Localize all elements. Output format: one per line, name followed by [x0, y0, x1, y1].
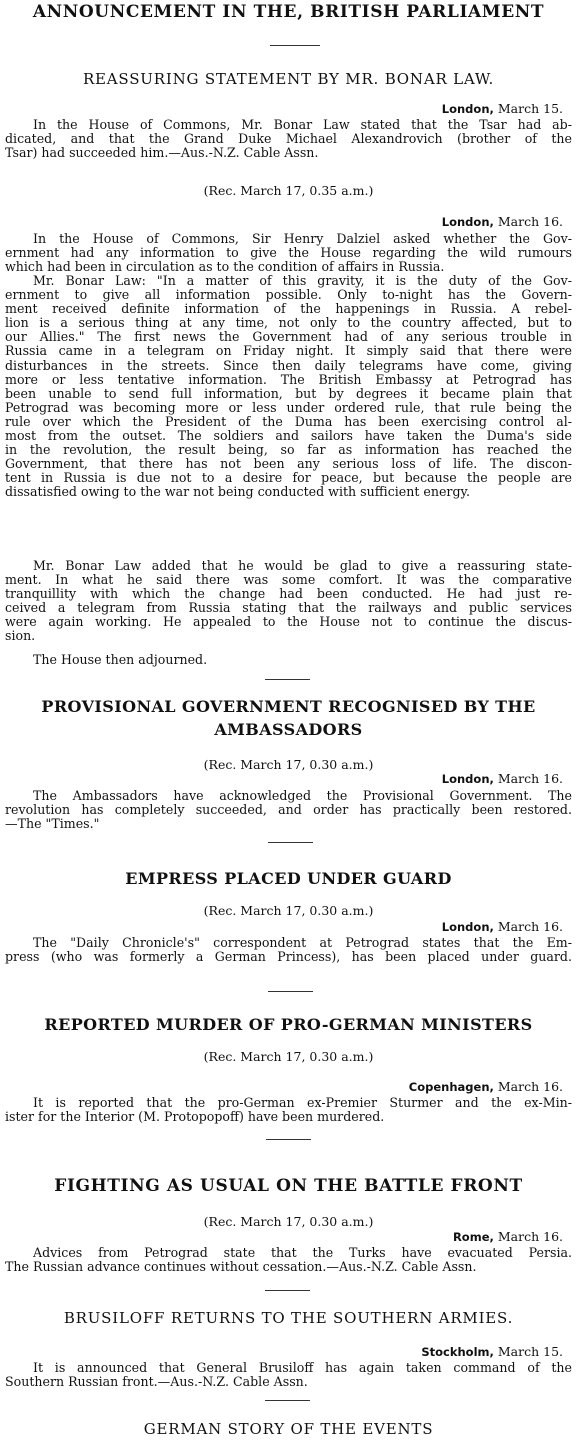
text-line: ister for the Interior (M. Protopopoff) have been murdered.	[5, 1109, 385, 1125]
received-note: (Rec. March 17, 0.30 a.m.)	[203, 757, 374, 772]
text-line: rule over which the President of the Duma has been exercising control al-	[5, 413, 572, 429]
text-line: Petrograd was becoming more or less under ordered rule, that rule being the	[5, 399, 572, 415]
dateline-place: London,	[441, 772, 494, 786]
text-line: Russia came in a telegram on Friday night. It simply said that there were	[5, 343, 572, 359]
text-line: ernment had any information to give the House regarding the wild rumours	[5, 245, 572, 261]
text-line: It is announced that General Brusiloff has again taken command of the	[33, 1360, 572, 1375]
dateline	[421, 1344, 563, 1359]
section-headline: FIGHTING AS USUAL ON THE BATTLE FRONT	[54, 1176, 523, 1196]
text-line: In the House of Commons, Mr. Bonar Law stated that the Tsar had ab-	[33, 117, 572, 132]
article-paragraph	[5, 1246, 572, 1274]
dateline-date: March 16.	[497, 771, 563, 786]
divider	[270, 45, 320, 46]
text-line: ment. In what he said there was some comfort. It was the comparative	[5, 572, 572, 588]
article-paragraph	[5, 118, 572, 160]
text-line: lion is a serious thing at any time, not only to the country affected, but to	[5, 315, 572, 331]
dateline-place: Copenhagen,	[408, 1080, 494, 1094]
dateline-place: Stockholm,	[421, 1345, 494, 1359]
dateline-date: March 16.	[497, 919, 563, 934]
text-line: in the revolution, the result being, so far as information has reached the	[5, 442, 572, 458]
text-line: which had been in circulation as to the condition of affairs in Russia.	[5, 259, 445, 275]
text-line: been unable to send full information, but by degrees it became plain that	[5, 385, 572, 401]
text-line: Mr. Bonar Law added that he would be glad to give a reassuring state-	[33, 558, 572, 573]
divider	[266, 1139, 311, 1140]
article-paragraph	[5, 274, 572, 500]
dateline-date: March 15.	[497, 101, 563, 116]
section-headline: PROVISIONAL GOVERNMENT RECOGNISED BY THE	[41, 697, 536, 716]
section-headline: AMBASSADORS	[214, 720, 363, 739]
received-note: (Rec. March 17, 0.30 a.m.)	[203, 903, 374, 918]
text-line: The Russian advance continues without cessation.—Aus.-N.Z. Cable Assn.	[5, 1259, 477, 1275]
text-line: It is reported that the pro-German ex-Premier Sturmer and the ex-Min-	[33, 1095, 572, 1110]
dateline-date: March 16.	[497, 214, 563, 229]
text-line: tranquillity with which the change had been conducted. He had just re-	[5, 586, 572, 602]
text-line: Advices from Petrograd state that the Turks have evacuated Persia.	[33, 1245, 572, 1260]
article-paragraph	[5, 1361, 572, 1389]
text-line: were again working. He appealed to the House not to continue the discus-	[5, 614, 572, 630]
text-line: dicated, and that the Grand Duke Michael Alexandrovich (brother of the	[5, 131, 572, 147]
dateline	[442, 919, 563, 934]
dateline-date: March 16.	[497, 1229, 563, 1244]
dateline	[442, 214, 563, 229]
text-line: sion.	[5, 628, 36, 644]
divider	[265, 1400, 310, 1401]
article-paragraph	[5, 232, 572, 274]
dateline	[453, 1229, 563, 1244]
article-paragraph	[5, 936, 572, 964]
text-line: disturbances in the streets. Since then daily telegrams have come, giving	[5, 357, 572, 373]
dateline	[409, 1079, 563, 1094]
article-paragraph	[5, 653, 572, 667]
section-headline: REPORTED MURDER OF PRO-GERMAN MINISTERS	[44, 1015, 533, 1034]
dateline-date: March 16.	[497, 1079, 563, 1094]
text-line: —The "Times."	[5, 816, 100, 832]
text-line: dissatisfied owing to the war not being conducted with sufficient energy.	[5, 484, 470, 500]
received-note: (Rec. March 17, 0.30 a.m.)	[203, 1214, 374, 1229]
text-line: revolution has completely succeeded, and order has practically been restored.	[5, 802, 572, 818]
article-paragraph	[5, 559, 572, 644]
dateline	[442, 101, 563, 116]
dateline-date: March 15.	[497, 1344, 563, 1359]
dateline-place: Rome,	[452, 1230, 494, 1244]
divider	[265, 1290, 310, 1291]
text-line: In the House of Commons, Sir Henry Dalziel asked whether the Gov-	[33, 231, 572, 246]
text-line: Government, that there has not been any serious loss of life. The discon-	[5, 456, 572, 472]
dateline-place: London,	[441, 102, 494, 116]
section-headline: EMPRESS PLACED UNDER GUARD	[125, 869, 452, 888]
text-line: Tsar) had succeeded him.—Aus.-N.Z. Cable Assn.	[5, 145, 319, 161]
text-line: tent in Russia is due not to a desire for peace, but because the people are	[5, 470, 572, 486]
text-line: Mr. Bonar Law: "In a matter of this gravity, it is the duty of the Gov-	[33, 273, 572, 288]
text-line: The "Daily Chronicle's" correspondent at Petrograd states that the Em-	[33, 935, 572, 950]
divider	[268, 842, 313, 843]
article-paragraph	[5, 1096, 572, 1124]
text-line: more or less tentative information. The British Embassy at Petrograd has	[5, 371, 572, 387]
dateline	[442, 771, 563, 786]
received-note: (Rec. March 17, 0.30 a.m.)	[203, 1049, 374, 1064]
section-headline: REASSURING STATEMENT BY MR. BONAR LAW.	[82, 70, 495, 88]
section-headline: BRUSILOFF RETURNS TO THE SOUTHERN ARMIES.	[63, 1309, 514, 1327]
text-line: press (who was formerly a German Princess), has been placed under guard.	[5, 949, 572, 965]
text-line: most from the outset. The soldiers and sailors have taken the Duma's side	[5, 428, 572, 444]
text-line: ceived a telegram from Russia stating that the railways and public services	[5, 600, 572, 616]
dateline-place: London,	[441, 215, 494, 229]
article-paragraph	[5, 789, 572, 831]
main-headline: ANNOUNCEMENT IN THE, BRITISH PARLIAMENT	[32, 2, 545, 22]
divider	[265, 679, 310, 680]
text-line: The House then adjourned.	[33, 652, 208, 667]
divider	[268, 991, 313, 992]
text-line: ment received definite information of the happenings in Russia. A rebel-	[5, 301, 572, 317]
dateline-place: London,	[441, 920, 494, 934]
text-line: Southern Russian front.—Aus.-N.Z. Cable Assn.	[5, 1374, 308, 1390]
text-line: our Allies." The first news the Government had of any serious trouble in	[5, 329, 572, 345]
text-line: ernment to give all information possible. Only to-night has the Govern-	[5, 287, 572, 303]
section-headline: GERMAN STORY OF THE EVENTS	[143, 1420, 434, 1438]
text-line: The Ambassadors have acknowledged the Provisional Government. The	[33, 788, 572, 803]
received-note: (Rec. March 17, 0.35 a.m.)	[203, 183, 374, 198]
